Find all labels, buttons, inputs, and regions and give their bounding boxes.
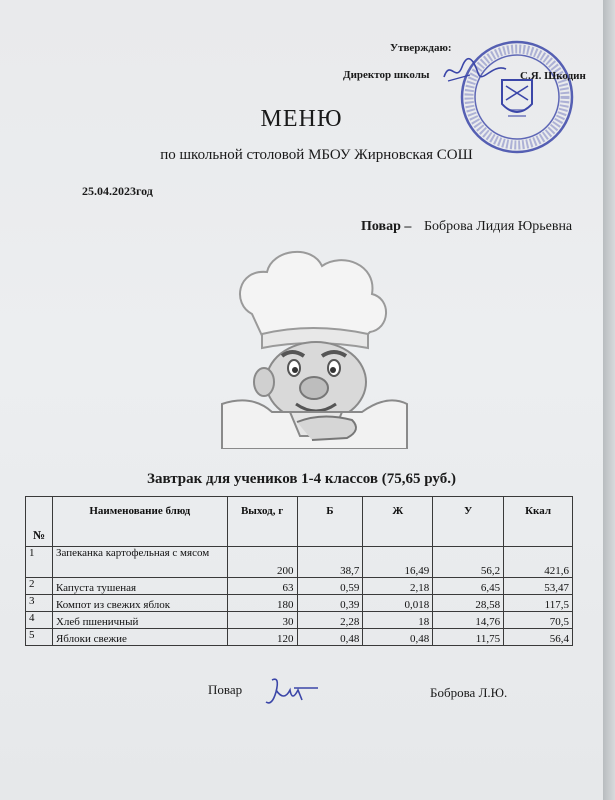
dish-name: Запеканка картофельная с мясом <box>52 547 227 578</box>
dish-kcal: 53,47 <box>504 578 573 595</box>
page-title: МЕНЮ <box>260 106 343 132</box>
cook-name: Боброва Лидия Юрьевна <box>424 219 573 234</box>
header-dish: Наименование блюд <box>52 497 227 547</box>
header-fat: Ж <box>363 497 433 547</box>
dish-protein: 2,28 <box>297 612 363 629</box>
header-number: № <box>26 497 53 547</box>
dish-weight: 180 <box>227 595 297 612</box>
dish-weight: 63 <box>227 578 297 595</box>
meal-title: Завтрак для учеников 1-4 классов (75,65 руб.) <box>147 471 456 487</box>
page-edge <box>603 0 615 800</box>
header-kcal: Ккал <box>504 497 573 547</box>
cook-signature <box>262 672 322 712</box>
row-number: 1 <box>26 547 53 578</box>
dish-kcal: 70,5 <box>504 612 573 629</box>
dish-name: Хлеб пшеничный <box>52 612 227 629</box>
table-header-row <box>26 497 573 547</box>
header-carbs: У <box>433 497 504 547</box>
dish-fat: 0,48 <box>363 629 433 646</box>
dish-fat: 16,49 <box>363 547 433 578</box>
dish-carbs: 56,2 <box>433 547 504 578</box>
footer-cook-label: Повар <box>208 682 243 697</box>
footer-cook-name: Боброва Л.Ю. <box>430 685 508 700</box>
table-row <box>26 578 573 595</box>
dish-weight: 200 <box>227 547 297 578</box>
dish-carbs: 11,75 <box>433 629 504 646</box>
dish-name: Капуста тушеная <box>52 578 227 595</box>
school-stamp <box>458 38 576 156</box>
menu-table <box>25 496 573 646</box>
table-row <box>26 547 573 578</box>
row-number: 3 <box>26 595 53 612</box>
header-protein: Б <box>297 497 363 547</box>
page-subtitle: по школьной столовой МБОУ Жирновская СОШ <box>160 147 473 163</box>
header-weight: Выход, г <box>227 497 297 547</box>
dish-kcal: 421,6 <box>504 547 573 578</box>
table-row <box>26 595 573 612</box>
approve-label: Утверждаю: <box>390 42 452 54</box>
row-number: 4 <box>26 612 53 629</box>
director-name: С.Я. Шкодин <box>520 70 586 82</box>
menu-date: 25.04.2023год <box>82 184 153 198</box>
dish-weight: 30 <box>227 612 297 629</box>
dish-fat: 18 <box>363 612 433 629</box>
cook-label: Повар – <box>361 219 412 234</box>
dish-kcal: 117,5 <box>504 595 573 612</box>
dish-kcal: 56,4 <box>504 629 573 646</box>
dish-name: Компот из свежих яблок <box>52 595 227 612</box>
table-row <box>26 612 573 629</box>
dish-name: Яблоки свежие <box>52 629 227 646</box>
row-number: 5 <box>26 629 53 646</box>
dish-protein: 0,59 <box>297 578 363 595</box>
dish-weight: 120 <box>227 629 297 646</box>
chef-illustration <box>212 244 412 449</box>
dish-carbs: 14,76 <box>433 612 504 629</box>
dish-carbs: 6,45 <box>433 578 504 595</box>
row-number: 2 <box>26 578 53 595</box>
director-label: Директор школы <box>343 69 430 81</box>
dish-protein: 0,39 <box>297 595 363 612</box>
dish-protein: 38,7 <box>297 547 363 578</box>
dish-protein: 0,48 <box>297 629 363 646</box>
dish-fat: 2,18 <box>363 578 433 595</box>
dish-carbs: 28,58 <box>433 595 504 612</box>
dish-fat: 0,018 <box>363 595 433 612</box>
table-row <box>26 629 573 646</box>
